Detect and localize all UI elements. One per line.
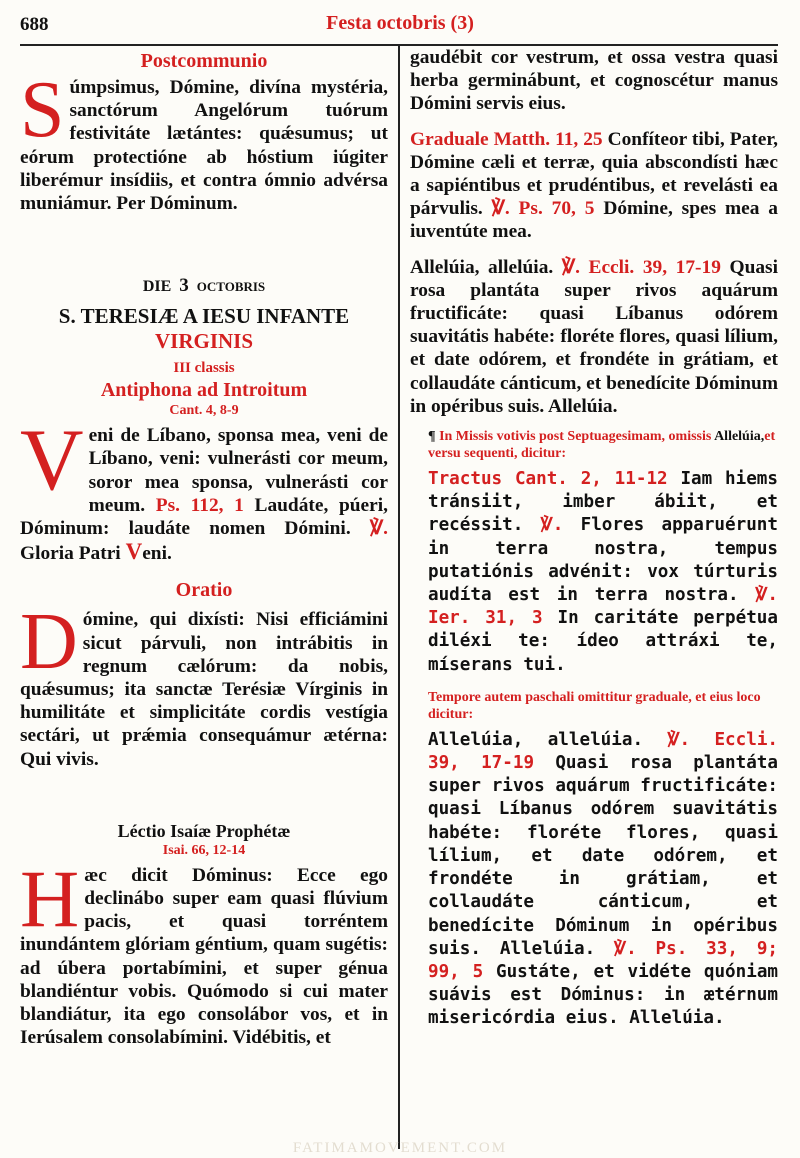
alleluia-paschal: [410, 729, 778, 1031]
lectio-continuation: gaudébit cor vestrum, et ossa vestra quasi herba germinábunt, et cognoscétur manus Dómini servis eius.: [410, 47, 778, 115]
oratio-title: Oratio: [175, 579, 233, 602]
introit-gloria: Gloria Patri: [20, 543, 121, 565]
alleluia-paschal-text: Quasi rosa plantáta super rivos aquárum fructificáte: quasi Líbanus odórem suavitátis habéte: floréte flores, quasi lílium, et date odórem, et frondéte in grátiam, et collaudáte cánticum, et benedícite Dóminum in opéribus suis. Allelúia.: [428, 753, 778, 959]
feast-title-line1: S. TERESIÆ A IESU INFANTE: [58, 304, 350, 329]
alleluia: [410, 256, 778, 418]
rubric-paschal: Tempore autem paschali omittitur graduale, et eius loco dicitur:: [428, 689, 761, 722]
feast-class: III classis: [173, 360, 235, 377]
tractus-text3: In caritáte perpétua diléxi te: ídeo attráxi te, míserans tui.: [428, 608, 778, 675]
introit-title: Antiphona ad Introitum: [100, 379, 308, 402]
graduale-text: Confíteor tibi, Pater, Dómine cæli et terræ, quia abscondísti hæc a sapiéntibus et prudéntibus, et revelásti ea párvulis.: [410, 128, 778, 220]
date-month: OCTOBRIS: [196, 279, 266, 295]
rubric-votive-a: In Missis votivis post Septuagesimam, omissis: [439, 429, 712, 445]
pilcrow: ¶: [428, 429, 436, 445]
column-divider: [398, 44, 400, 1149]
tractus-v1: ℣.: [540, 515, 564, 536]
drop-cap-d: D: [20, 598, 78, 687]
date-prefix: DIE: [142, 278, 172, 296]
alleluia-lead: Allelúia, allelúia.: [410, 256, 554, 278]
lectio-body: æc dicit Dóminus: Ecce ego declinábo super eam quasi flúvium pacis, et quasi torréntem inundántem glóriam géntium, quam sugétis: ad úbera portabímini, et super génua blandiéntur vobis. Quómodo si cui mater blandiátur, ita ego consolábor vos, et in Ierúsalem consolabímini. Vidébitis, et: [20, 864, 388, 1049]
tractus-v2-ref: ℣. Ier. 31, 3: [428, 585, 778, 629]
running-title: Festa octobris (3): [326, 12, 474, 34]
watermark: FATIMAMOVEMENT.COM: [292, 1140, 508, 1156]
alleluia-paschal-text2: Gustáte, et vidéte quóniam suávis est Dóminus: in ætérnum misericórdia eius. Allelúia.: [428, 961, 779, 1029]
postcommunio-text: [20, 66, 388, 215]
right-column: [410, 46, 778, 1031]
feast-date: [20, 277, 388, 296]
left-column: [20, 46, 388, 1049]
postcommunio-body: úmpsimus, Dómine, divína mystéria, sanctórum Angelórum tuórum festivitáte lætántes: quǽsumus; ut eórum protectióne ab hóstium iúgiter liberémur insídiis, et contra ómnio advérsa muniámur. Per Dóminum.: [20, 77, 388, 215]
graduale: [410, 128, 778, 244]
oratio-body: ómine, qui dixísti: Nisi efficiámini sicut párvuli, non intrábitis in regnum cælórum: da nobis, quǽsumus; ita sanctæ Terésiæ Vírginis in humilitáte et simplicitáte cordis vestígia sectári, ut prǽmia consequámur ætérna: Qui vivis.: [20, 609, 388, 770]
graduale-ref: Graduale Matth. 11, 25: [410, 128, 603, 150]
introit-psalm-text: Laudáte, púeri, Dóminum: laudáte nomen Dómini.: [20, 494, 388, 540]
lectio-reference: Isai. 66, 12-14: [162, 842, 246, 858]
versicle-symbol: ℣.: [369, 518, 388, 540]
alleluia-text: Quasi rosa plantáta super rivos aquárum fructificáte: quasi Líbanus odórem suavitátis habéte: floréte flores, quasi lílium, et date odórem, et frondéte in grátiam, et collaudáte cánticum, et benedícite Dóminum in opéribus suis. Allelúia.: [410, 256, 778, 417]
feast-title: [20, 304, 388, 354]
oratio-text: [20, 598, 388, 770]
introit-text: [20, 412, 388, 565]
repeat-initial: V: [125, 539, 143, 565]
repeat-rest: eni.: [142, 543, 172, 565]
alleluia-paschal-verse2-ref: ℣. Ps. 33, 9; 99, 5: [428, 938, 779, 982]
tractus-text1: Iam hiems tránsiit, imber ábiit, et recéssit.: [428, 469, 778, 536]
tractus-ref: Tractus Cant. 2, 11-12: [428, 469, 668, 490]
introit-psalm-ref: Ps. 112, 1: [155, 494, 244, 516]
tractus-text2: Flores apparuérunt in terra nostra, tempus putatiónis advénit: vox túrturis audíta est in terra nostra.: [428, 515, 778, 606]
lectio-title: Léctio Isaíæ Prophétæ: [117, 820, 291, 841]
rubric-votive: [410, 428, 778, 462]
alleluia-verse-ref: ℣. Eccli. 39, 17-19: [561, 256, 721, 278]
alleluia-paschal-lead: Allelúia, allelúia.: [428, 729, 644, 750]
introit-body: eni de Líbano, sponsa mea, veni de Líbano, veni: vulnerásti cor meum, soror mea sponsa, vulnerásti cor meum.: [88, 425, 388, 516]
rubric-votive-b: et versu sequenti, dicitur:: [428, 429, 776, 462]
introit-reference: Cant. 4, 8-9: [169, 403, 239, 419]
graduale-verse-ref: ℣. Ps. 70, 5: [491, 198, 595, 220]
graduale-verse-text: Dómine, spes mea a iuventúte mea.: [410, 198, 778, 243]
tractus: [410, 468, 778, 677]
date-number: 3: [179, 275, 189, 297]
alleluia-paschal-verse-ref: ℣. Eccli. 39, 17-19: [428, 729, 778, 774]
page-header: [0, 0, 800, 46]
drop-cap-v: V: [20, 412, 84, 510]
lectio-text: [20, 852, 388, 1050]
feast-title-line2: VIRGINIS: [154, 329, 254, 354]
rubric-votive-black: Allelúia,: [714, 429, 765, 445]
drop-cap-s: S: [20, 66, 65, 154]
page-number: 688: [20, 14, 49, 35]
postcommunio-title: Postcommunio: [140, 50, 268, 72]
drop-cap-h: H: [20, 852, 80, 944]
